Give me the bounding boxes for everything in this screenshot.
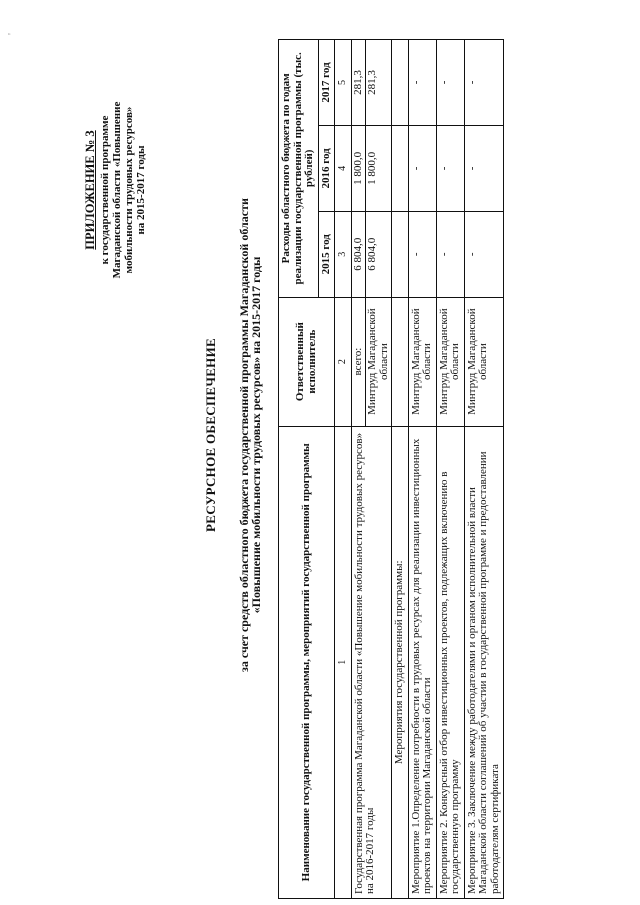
title-heading: РЕСУРСНОЕ ОБЕСПЕЧЕНИЕ <box>203 338 218 532</box>
table-row <box>408 40 436 899</box>
column-number: 1 <box>335 426 352 898</box>
table-row <box>464 40 504 899</box>
activity-name: Мероприятие 3. Заключение между работодателями и органом исполнительной власти Магаданской области соглашений об участии в государственной программе и предоставлении работодателям сертификата <box>464 426 504 898</box>
empty-cell <box>392 125 409 211</box>
activity-value: - <box>464 40 504 126</box>
activity-value: - <box>436 211 464 297</box>
activity-value: - <box>408 40 436 126</box>
empty-cell <box>392 40 409 126</box>
program-executor-cell <box>351 297 392 426</box>
program-total-2016: 1 800,0 <box>352 126 367 211</box>
column-number: 4 <box>335 125 352 211</box>
program-total-2017: 281,3 <box>352 40 367 125</box>
activity-executor: Минтруд Магаданской области <box>408 297 436 426</box>
activity-value: - <box>408 125 436 211</box>
document-title <box>205 85 263 785</box>
page-mark: ' <box>6 33 18 35</box>
header-year: 2015 год <box>318 211 335 297</box>
column-number: 2 <box>335 297 352 426</box>
program-row <box>351 40 392 899</box>
activity-executor: Минтруд Магаданской области <box>464 297 504 426</box>
appendix-line: Магаданской области «Повышение <box>111 101 123 279</box>
header-year: 2017 год <box>318 40 335 126</box>
resource-table <box>278 39 504 899</box>
program-executor-2017: 281,3 <box>366 70 378 95</box>
header-executor: Ответственный исполнитель <box>279 297 335 426</box>
activity-value: - <box>436 40 464 126</box>
header-year: 2016 год <box>318 125 335 211</box>
title-line: «Повышение мобильности трудовых ресурсов» на 2015-2017 годы <box>249 256 263 614</box>
column-number: 5 <box>335 40 352 126</box>
header-name: Наименование государственной программы, мероприятий государственной программы <box>279 426 335 898</box>
activity-name: Мероприятие 1.Определение потребности в трудовых ресурсах для реализации инвестиционных проектов на территории Магаданской области <box>408 426 436 898</box>
appendix-heading: ПРИЛОЖЕНИЕ № 3 <box>83 130 97 250</box>
section-row <box>392 40 409 899</box>
column-number: 3 <box>335 211 352 297</box>
program-executor: Минтруд Магаданской области <box>366 308 390 415</box>
table-row <box>436 40 464 899</box>
activity-value: - <box>464 125 504 211</box>
activity-value: - <box>408 211 436 297</box>
program-name: Государственная программа Магаданской области «Повышение мобильности трудовых ресурсов» на 2016-2017 годы <box>351 426 392 898</box>
activity-value: - <box>436 125 464 211</box>
activity-value: - <box>464 211 504 297</box>
appendix-line: на 2015-2017 годы <box>135 145 147 235</box>
section-label: Мероприятия государственной программы: <box>392 426 409 898</box>
program-executor-2015: 6 804,0 <box>366 237 378 271</box>
empty-cell <box>392 297 409 426</box>
table-header-row <box>279 40 319 899</box>
program-total-label: всего: <box>352 298 367 426</box>
appendix-block <box>84 70 147 310</box>
activity-executor: Минтруд Магаданской области <box>436 297 464 426</box>
title-line: за счет средств областного бюджета государственной программы Магаданской области <box>236 198 251 672</box>
activity-name: Мероприятие 2. Конкурсный отбор инвестиционных проектов, подлежащих включению в государственную программу <box>436 426 464 898</box>
program-total-2015: 6 804,0 <box>352 212 367 297</box>
program-executor-2016: 1 800,0 <box>366 151 378 185</box>
program-value-cell <box>351 40 392 126</box>
empty-cell <box>392 211 409 297</box>
column-number-row <box>335 40 352 899</box>
program-value-cell <box>351 125 392 211</box>
appendix-line: мобильности трудовых ресурсов» <box>123 106 135 274</box>
program-value-cell <box>351 211 392 297</box>
appendix-line: к государственной программе <box>99 115 111 265</box>
header-expenses: Расходы областного бюджета по годам реализации государственной программы (тыс. рублей) <box>279 40 319 298</box>
